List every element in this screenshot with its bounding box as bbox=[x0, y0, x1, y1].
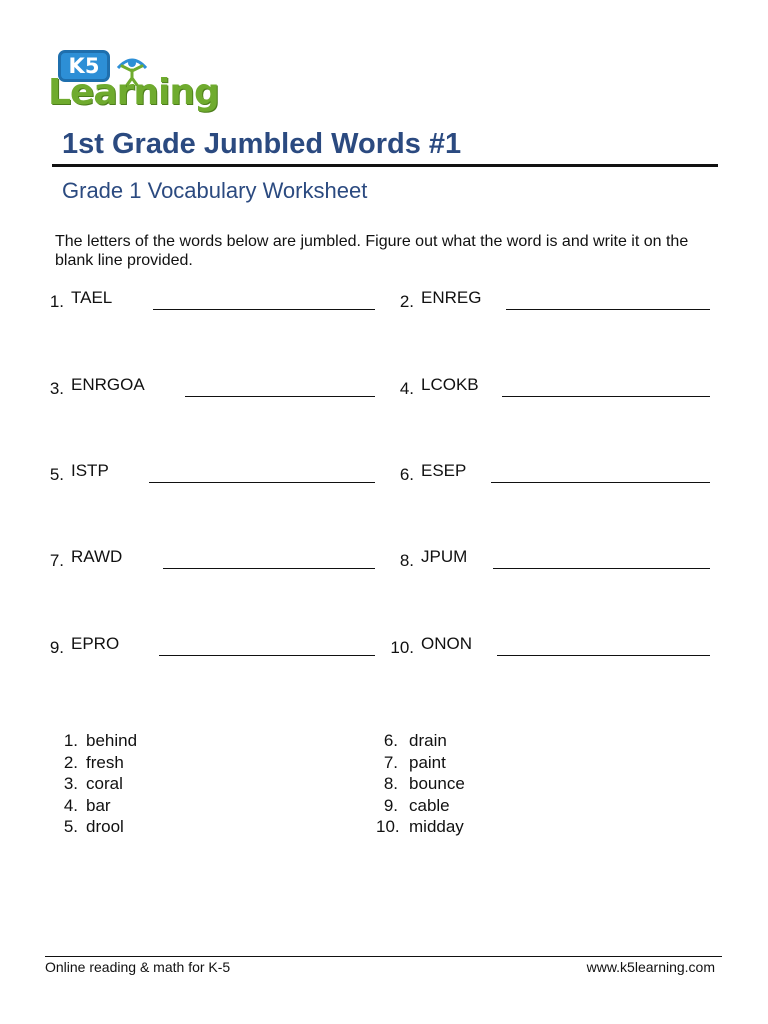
answer-word: paint bbox=[409, 752, 446, 772]
jumbled-word: ONON bbox=[421, 634, 472, 653]
question-number: 10. bbox=[390, 638, 414, 657]
logo-wordmark: Learning bbox=[48, 72, 219, 113]
k5-learning-logo bbox=[48, 46, 219, 113]
answer-blank-line[interactable] bbox=[149, 482, 375, 483]
answer-blank-line[interactable] bbox=[491, 482, 710, 483]
page-title: 1st Grade Jumbled Words #1 bbox=[62, 128, 462, 160]
answer-word: drain bbox=[409, 731, 447, 750]
page-subtitle: Grade 1 Vocabulary Worksheet bbox=[62, 178, 368, 203]
question-number: 8. bbox=[399, 551, 414, 570]
question-number: 4. bbox=[399, 379, 414, 398]
answer-number: 7. bbox=[383, 752, 398, 772]
answer-number: 5. bbox=[63, 817, 78, 836]
jumbled-word: TAEL bbox=[71, 288, 113, 307]
question-number: 2. bbox=[399, 292, 414, 311]
question-item bbox=[388, 375, 710, 399]
jumbled-word: ESEP bbox=[421, 461, 467, 480]
answer-number: 10. bbox=[376, 817, 400, 836]
question-number: 5. bbox=[49, 465, 64, 484]
answer-number: 8. bbox=[383, 774, 398, 793]
answer-key-item bbox=[376, 795, 576, 817]
logo-badge: K5 bbox=[58, 50, 110, 82]
question-item bbox=[38, 547, 375, 571]
jumbled-word: EPRO bbox=[71, 634, 120, 653]
footer-website-link[interactable]: www.k5learning.com bbox=[586, 959, 715, 975]
instructions-text: The letters of the words below are jumbled. Figure out what the word is and write it on the blank line provided. bbox=[55, 233, 689, 269]
question-item bbox=[38, 461, 375, 485]
jumbled-word: ENREG bbox=[421, 288, 482, 307]
answer-number: 3. bbox=[63, 774, 78, 793]
answer-number: 4. bbox=[63, 795, 78, 815]
answer-key-item bbox=[56, 752, 256, 774]
question-item bbox=[388, 288, 710, 312]
question-number: 6. bbox=[399, 465, 414, 484]
footer-divider bbox=[45, 956, 722, 957]
answer-blank-line[interactable] bbox=[153, 309, 375, 310]
answer-blank-line[interactable] bbox=[185, 396, 375, 397]
question-number: 1. bbox=[49, 292, 64, 311]
question-item bbox=[38, 634, 375, 658]
answer-word: fresh bbox=[86, 752, 124, 772]
question-number: 9. bbox=[49, 638, 64, 657]
jumbled-word: ISTP bbox=[71, 461, 109, 480]
answer-key-item bbox=[56, 773, 256, 795]
answer-blank-line[interactable] bbox=[493, 568, 710, 569]
answer-key-right-column bbox=[376, 730, 576, 838]
answer-word: coral bbox=[86, 774, 123, 793]
answer-blank-line[interactable] bbox=[159, 655, 375, 656]
question-item bbox=[388, 547, 710, 571]
answer-blank-line[interactable] bbox=[497, 655, 710, 656]
answer-word: midday bbox=[409, 817, 464, 836]
jumbled-word: JPUM bbox=[421, 547, 468, 566]
answer-key-item bbox=[376, 752, 576, 774]
answer-key-item bbox=[376, 816, 576, 838]
answer-word: behind bbox=[86, 731, 138, 750]
answer-key-item bbox=[376, 773, 576, 795]
question-item bbox=[388, 634, 710, 658]
question-number: 7. bbox=[49, 551, 64, 570]
jumbled-word: LCOKB bbox=[421, 375, 479, 394]
question-item bbox=[38, 375, 375, 399]
jumbled-word: ENRGOA bbox=[71, 375, 145, 394]
answer-key-item bbox=[56, 730, 256, 752]
question-item bbox=[388, 461, 710, 485]
answer-blank-line[interactable] bbox=[502, 396, 710, 397]
answer-key-item bbox=[56, 816, 256, 838]
answer-key-item bbox=[56, 795, 256, 817]
answer-number: 9. bbox=[383, 795, 398, 815]
answer-blank-line[interactable] bbox=[506, 309, 710, 310]
question-number: 3. bbox=[49, 379, 64, 398]
answer-word: cable bbox=[409, 795, 450, 815]
answer-key-item bbox=[376, 730, 576, 752]
answer-word: drool bbox=[86, 817, 124, 836]
footer-tagline: Online reading & math for K-5 bbox=[45, 959, 231, 975]
answer-number: 2. bbox=[63, 752, 78, 772]
answer-blank-line[interactable] bbox=[163, 568, 375, 569]
answer-number: 1. bbox=[63, 731, 78, 750]
answer-word: bounce bbox=[409, 774, 465, 793]
answer-word: bar bbox=[86, 795, 111, 815]
answer-key-left-column bbox=[56, 730, 256, 838]
question-item bbox=[38, 288, 375, 312]
title-divider bbox=[52, 164, 718, 167]
jumbled-word: RAWD bbox=[71, 547, 123, 566]
answer-number: 6. bbox=[383, 731, 398, 750]
